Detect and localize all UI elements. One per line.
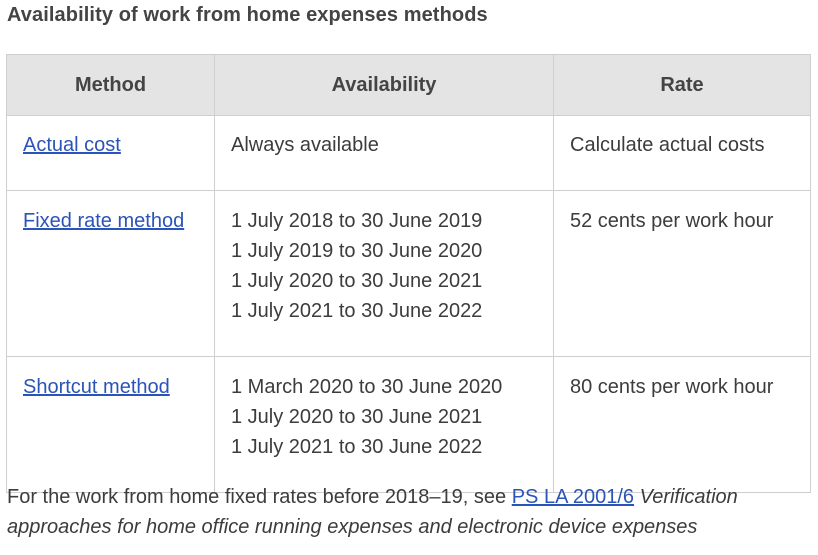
table-row (7, 191, 811, 357)
column-header-rate: Rate (554, 55, 811, 116)
rate-cell: 52 cents per work hour (554, 191, 811, 357)
availability-cell (215, 191, 554, 357)
fixed-rate-method-link[interactable]: Fixed rate method (23, 210, 185, 232)
availability-period: 1 July 2020 to 30 June 2021 (231, 406, 483, 428)
table-header-row (7, 55, 811, 116)
availability-period: 1 July 2020 to 30 June 2021 (231, 270, 483, 292)
ps-la-2001-6-link[interactable]: PS LA 2001/6 (511, 486, 635, 508)
table-row (7, 116, 811, 191)
availability-period: 1 July 2019 to 30 June 2020 (231, 240, 483, 262)
footnote-prefix: For the work from home fixed rates before 2018–19, see (7, 486, 512, 508)
availability-cell (215, 357, 554, 493)
availability-period: 1 July 2021 to 30 June 2022 (231, 436, 483, 458)
rate-cell: 80 cents per work hour (554, 357, 811, 493)
rate-cell: Calculate actual costs (554, 116, 811, 191)
availability-period: 1 July 2018 to 30 June 2019 (231, 210, 483, 232)
column-header-availability: Availability (215, 55, 554, 116)
method-cell (7, 116, 215, 191)
availability-cell (215, 116, 554, 191)
actual-cost-link[interactable]: Actual cost (23, 134, 121, 156)
column-header-method: Method (7, 55, 215, 116)
footnote-document-title: Verification approaches for home office running expenses and electronic device expenses (7, 486, 738, 538)
method-cell (7, 191, 215, 357)
page-title: Availability of work from home expenses methods (7, 4, 488, 26)
availability-period: 1 March 2020 to 30 June 2020 (231, 376, 503, 398)
methods-table (6, 54, 811, 493)
method-cell (7, 357, 215, 493)
shortcut-method-link[interactable]: Shortcut method (23, 376, 170, 398)
footnote (7, 482, 817, 542)
availability-period: 1 July 2021 to 30 June 2022 (231, 300, 483, 322)
table-row (7, 357, 811, 493)
availability-period: Always available (231, 134, 379, 156)
